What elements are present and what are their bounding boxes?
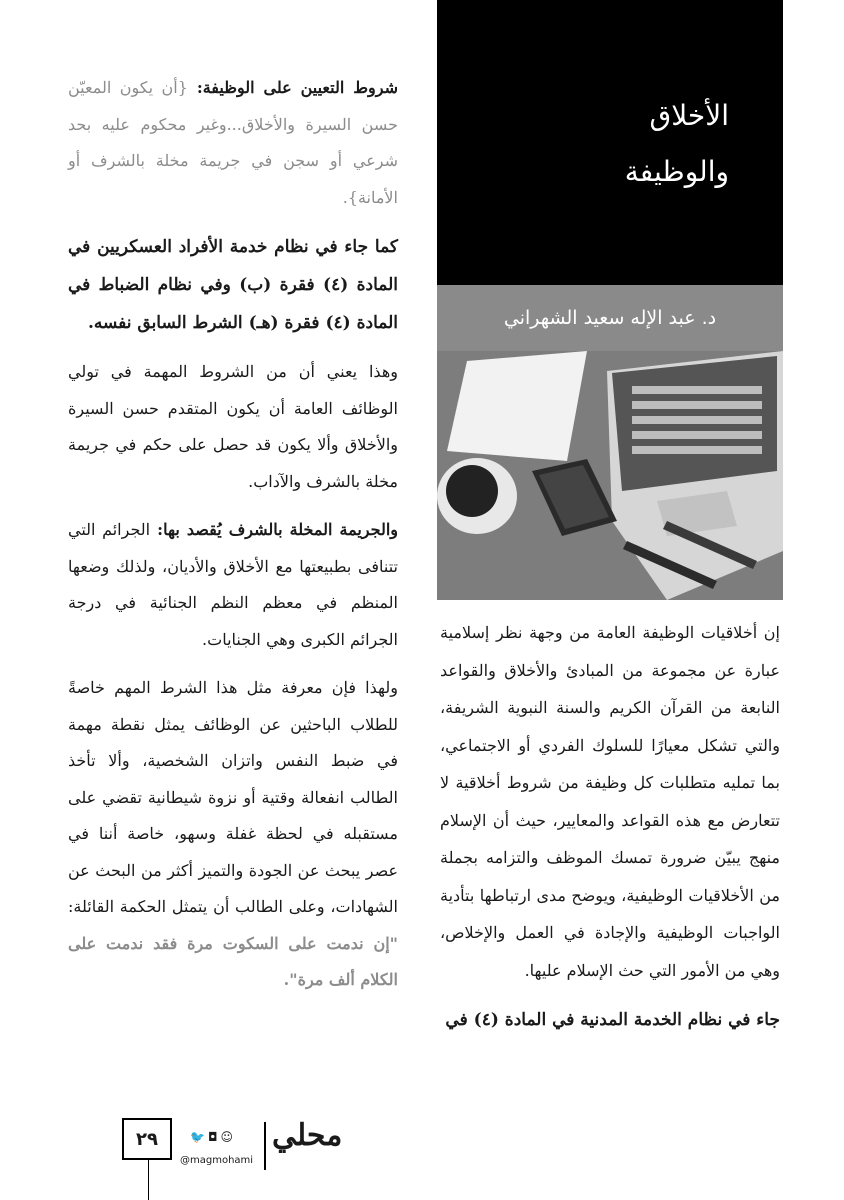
appointment-conditions-heading: شروط التعيين على الوظيفة: (187, 78, 398, 97)
page-number (122, 1118, 172, 1160)
social-icons (190, 1130, 236, 1144)
twitter-icon: 🐦 (190, 1130, 208, 1144)
intro-paragraph: إن أخلاقيات الوظيفة العامة من وجهة نظر إسلامية عبارة عن مجموعة من المبادئ والأخلاق والقواعد النابعة من القرآن الكريم والسنة النبوية الشريفة، والتي تشكل معيارًا للسلوك الفردي أو الاجتماعي، بما تمليه متطلبات كل وظيفة من شروط أخلاقية لا تتعارض مع هذه القواعد والمعايير، حيث أن الإسلام منهج يبيّن ضرورة تمسك الموظف والتزامه بجملة من الأخلاقيات الوظيفية، ويوضح مدى ارتباطها بتأدية الواجبات الوظيفية والإجادة في العمل والإخلاص، وهي من الأمور التي حث الإسلام عليها. (440, 623, 780, 980)
appointment-conditions-quote: {أن يكون المعيّن حسن السيرة والأخلاق...وغير محكوم عليه بحد شرعي أو سجن في جريمة مخلة بالشرف أو الأمانة}. (68, 78, 398, 207)
article-title (625, 88, 729, 200)
footer-separator (264, 1122, 266, 1170)
crime-definition-heading: والجريمة المخلة بالشرف يُقصد بها: (150, 520, 398, 539)
crime-definition-paragraph (68, 512, 398, 658)
wisdom-quote: "إن ندمت على السكوت مرة فقد ندمت على الكلام ألف مرة". (68, 933, 398, 989)
military-service-paragraph: كما جاء في نظام خدمة الأفراد العسكريين في المادة (٤) فقرة (ب) وفي نظام الضباط في المادة (٤) فقرة (هـ) الشرط السابق نفسه. (68, 237, 398, 333)
laptop-desk-illustration (437, 351, 783, 600)
instagram-icon: ◘ (207, 1130, 221, 1144)
left-column-text (68, 70, 398, 1011)
article-header (437, 0, 783, 285)
appointment-conditions-paragraph (68, 70, 398, 216)
magazine-logo: محلي (272, 1118, 343, 1153)
students-text: ولهذا فإن معرفة مثل هذا الشرط المهم خاصةً للطلاب الباحثين عن الوظائف يمثل نقطة مهمة في ضبط النفس واتزان الشخصية، وألا تأخذ الطالب انفعالة وقتية أو نزوة شيطانية تقضي على مستقبله في لحظة غفلة وسهو، خاصة أننا في عصر يبحث عن الجودة والتميز أكثر من البحث عن الشهادات، وعلى الطالب أن يتمثل الحكمة القائلة: (68, 678, 398, 916)
author-band (437, 285, 783, 351)
snapchat-icon: ☺ (220, 1130, 236, 1144)
footer-line (148, 1160, 149, 1200)
meaning-paragraph: وهذا يعني أن من الشروط المهمة في تولي الوظائف العامة أن يكون المتقدم حسن السيرة والأخلاق وألا يكون قد حصل على حكم في جريمة مخلة بالشرف والآداب. (68, 362, 398, 491)
title-line-2: والوظيفة (624, 155, 729, 188)
crime-definition-text: الجرائم التي تتنافى بطبيعتها مع الأخلاق والأديان، ولذلك وضعها المنظم في معظم النظم الجنائية في درجة الجرائم الكبرى وهي الجنايات. (68, 520, 398, 649)
right-column-text (440, 614, 780, 1051)
page-number-text: ٢٩ (136, 1128, 158, 1150)
civil-service-line: جاء في نظام الخدمة المدنية في المادة (٤) في (445, 1010, 780, 1030)
author-name: د. عبد الإله سعيد الشهراني (503, 307, 717, 329)
title-line-1: الأخلاق (649, 99, 729, 132)
social-handle: @magmohami (180, 1155, 254, 1166)
students-paragraph (68, 670, 398, 999)
